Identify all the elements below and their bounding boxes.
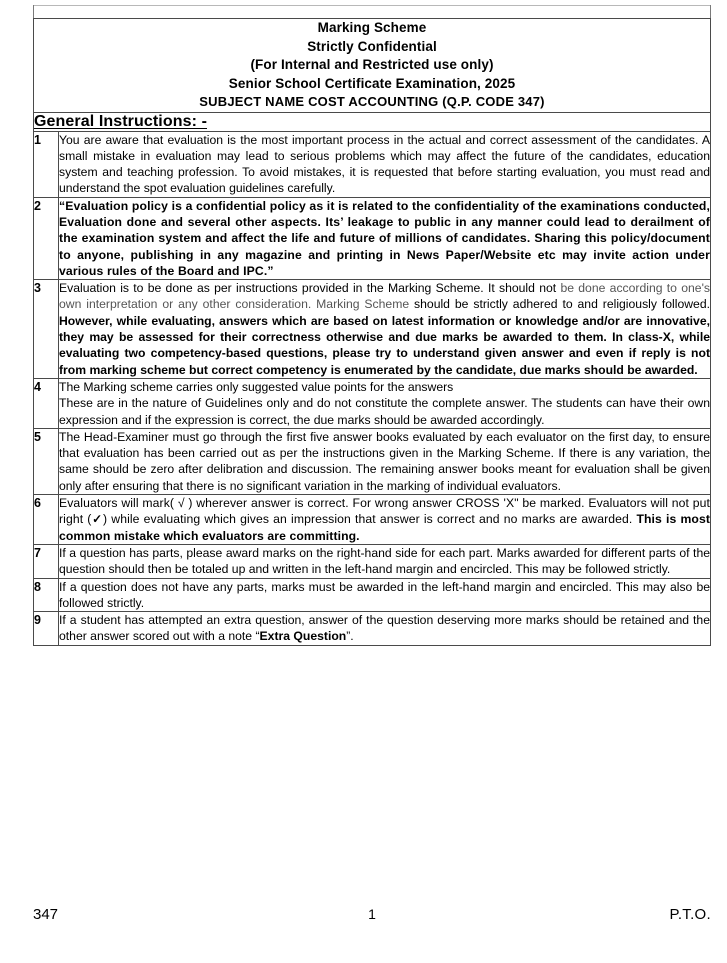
instruction-text: [59, 378, 711, 428]
instructions-table: [33, 18, 711, 646]
document-header: [34, 19, 711, 113]
instruction-6-segment-1: Evaluators will mark(: [59, 496, 178, 511]
instruction-number: 6: [34, 495, 59, 545]
table-row: [34, 428, 711, 494]
instruction-4-line-1: The Marking scheme carries only suggested value points for the answers: [59, 379, 454, 394]
table-row: [34, 544, 711, 578]
instruction-number: 4: [34, 378, 59, 428]
instruction-4-line-2: These are in the nature of Guidelines only and do not constitute the complete answer. The students can have their own expression and if the expression is correct, the due marks should be awarded accordingly.: [59, 396, 710, 427]
top-hairline: [33, 5, 711, 6]
table-row: [34, 378, 711, 428]
page-footer: [33, 906, 711, 923]
instruction-1-paragraph: You are aware that evaluation is the most important process in the actual and correct assessment of the candidates. A small mistake in evaluation may lead to serious problems which may affect the future of the candidates, education system and teaching profession. To avoid mistakes, it is requested that before starting evaluation, you must read and understand the spot evaluation guidelines carefully.: [59, 132, 710, 196]
instruction-6-segment-2: ) wherever answer is correct. For wrong answer CROSS 'X" be marked. Evaluators will not put right (: [59, 496, 710, 527]
instruction-number: 2: [34, 197, 59, 279]
general-instructions-row: [34, 112, 711, 131]
header-subject-name: SUBJECT NAME COST ACCOUNTING (Q.P. CODE 347): [199, 94, 545, 109]
top-hairline-right-edge: [710, 5, 711, 19]
instruction-9-plain-1: If a student has attempted an extra question, answer of the question deserving more marks should be retained and the other answer scored out with a note “: [59, 613, 710, 644]
instruction-9-plain-2: ”.: [346, 629, 354, 644]
instruction-text: [59, 131, 711, 197]
instruction-5-paragraph: The Head-Examiner must go through the first five answer books evaluated by each evaluator on the first day, to ensure that evaluation has been carried out as per the instructions given in the Marking Scheme. If there is any variation, the same should be zero after delibration and discussion. The remaining answer books meant for evaluation shall be given only after ensuring that there is no significant variation in the marking of individual evaluators.: [59, 429, 710, 493]
header-exam-name: Senior School Certificate Examination, 2025: [228, 75, 516, 91]
header-title-marking-scheme: Marking Scheme: [317, 20, 427, 35]
instruction-number: 1: [34, 131, 59, 197]
general-instructions-title: General Instructions: -: [34, 112, 207, 130]
header-strictly-confidential: Strictly Confidential: [307, 38, 437, 54]
instruction-text: [59, 578, 711, 612]
instruction-6-bold-text: This is most common mistake which evaluators are committing.: [59, 512, 710, 543]
table-row: [34, 495, 711, 545]
instruction-3-plain-1: Evaluation is to be done as per instructions provided in the Marking Scheme. It should not: [59, 281, 561, 296]
footer-code: 347: [33, 906, 59, 923]
instruction-2-paragraph: “Evaluation policy is a confidential policy as it is related to the confidentiality of the examinations conducted, Evaluation done and several other aspects. Its’ leakage to public in any manner could lead to derailment of the examination system and affect the life and future of millions of candidates. Sharing this policy/document to anyone, publishing in any magazine and printing in News Paper/Website etc may invite action under various rules of the Board and IPC.”: [59, 198, 710, 278]
instruction-3-gray-text: be done according to one's own interpretation or any other consideration. Marking Scheme: [59, 281, 710, 312]
instruction-text: [59, 197, 711, 279]
footer-pto: P.T.O.: [669, 906, 711, 923]
instruction-number: 8: [34, 578, 59, 612]
top-hairline-left-edge: [33, 5, 34, 19]
check-mark-bold-icon: ✓: [91, 512, 104, 527]
footer-page-number: 1: [368, 906, 376, 922]
instruction-6-segment-3: ) while evaluating which gives an impression that answer is correct and no marks are awarded.: [103, 512, 637, 527]
instruction-number: 3: [34, 280, 59, 379]
instruction-text: [59, 280, 711, 379]
table-row: [34, 612, 711, 646]
table-row: [34, 197, 711, 279]
table-row: [34, 280, 711, 379]
instruction-9-paragraph: [59, 612, 710, 645]
instruction-text: [59, 495, 711, 545]
general-instructions-cell: [34, 112, 711, 131]
instruction-3-bold-text: However, while evaluating, answers which are based on latest information or knowledge and/or are innovative, they may be assessed for their correctness otherwise and due marks be awarded to them. In class-X, while evaluating two competency-based questions, please try to understand given answer and even if reply is not from marking scheme but correct competency is enumerated by the candidate, due marks should be awarded.: [59, 313, 710, 377]
check-mark-thin-icon: √: [177, 496, 185, 511]
instruction-3-paragraph: [59, 280, 710, 378]
table-row: [34, 131, 711, 197]
instruction-7-paragraph: If a question has parts, please award marks on the right-hand side for each part. Marks awarded for different parts of the question should then be totaled up and written in the left-hand margin and encircled. This may be followed strictly.: [59, 545, 710, 577]
instruction-6-paragraph: [59, 495, 710, 544]
header-row: [34, 19, 711, 113]
instruction-number: 7: [34, 544, 59, 578]
instruction-text: [59, 428, 711, 494]
instruction-9-bold-text: Extra Question: [259, 629, 347, 644]
instruction-text: [59, 544, 711, 578]
table-row: [34, 578, 711, 612]
instruction-number: 9: [34, 612, 59, 646]
instruction-number: 5: [34, 428, 59, 494]
instruction-text: [59, 612, 711, 646]
header-internal-use: (For Internal and Restricted use only): [250, 57, 494, 72]
instruction-8-paragraph: If a question does not have any parts, marks must be awarded in the left-hand margin and encircled. This may also be followed strictly.: [59, 579, 710, 610]
instruction-3-plain-2: should be strictly adhered to and religiously followed.: [414, 297, 710, 312]
